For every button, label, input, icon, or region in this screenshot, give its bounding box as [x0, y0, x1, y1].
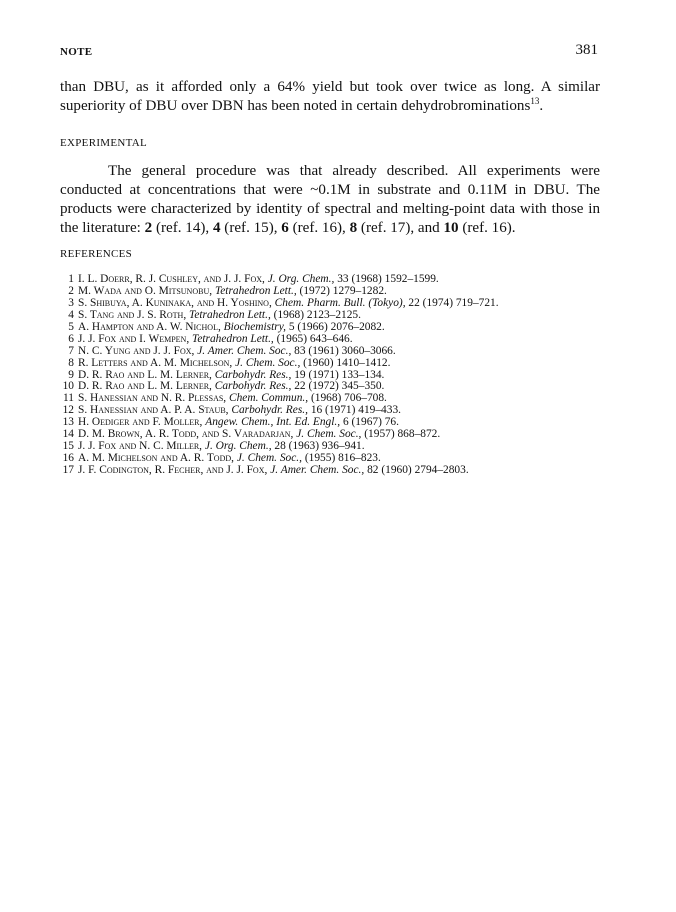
compound-number: 6	[281, 220, 289, 236]
section-heading-references: REFERENCES	[60, 248, 133, 260]
reference-details: (1968) 2123–2125.	[273, 308, 361, 321]
reference-number: 8	[68, 356, 74, 369]
reference-details: 22 (1972) 345–350.	[294, 380, 385, 393]
reference-journal: Biochemistry,	[223, 320, 286, 333]
reference-journal: Carbohydr. Res.,	[214, 380, 292, 393]
ref-text: (ref. 16).	[458, 220, 516, 236]
compound-number: 2	[144, 220, 153, 236]
reference-number: 1	[68, 273, 74, 285]
citation-superscript: 13	[530, 96, 540, 106]
reference-number: 14	[62, 428, 74, 441]
reference-journal: Tetrahedron Lett.,	[192, 332, 274, 345]
reference-authors: S. Shibuya, A. Kuninaka, and H. Yoshino,	[78, 296, 272, 309]
reference-details: (1965) 643–646.	[276, 332, 353, 345]
section-heading-experimental: EXPERIMENTAL	[60, 137, 148, 149]
reference-details: 82 (1960) 2794–2803.	[367, 464, 469, 476]
reference-authors: D. R. Rao and L. M. Lerner,	[78, 380, 212, 393]
reference-details: 5 (1966) 2076–2082.	[288, 320, 385, 333]
compound-number: 8	[349, 220, 358, 236]
reference-authors: J. J. Fox and I. Wempen,	[78, 332, 190, 345]
paragraph-text: than DBU, as it afforded only a 64% yield but took over twice as long. A similar superiority of DBU over DBN has been noted in certain dehydrobrominations	[60, 79, 600, 114]
reference-journal: Carbohydr. Res.,	[214, 368, 292, 381]
reference-authors: A. Hampton and A. W. Nichol,	[78, 320, 221, 333]
reference-authors: A. M. Michelson and A. R. Todd,	[78, 452, 234, 465]
reference-authors: D. R. Rao and L. M. Lerner,	[78, 368, 212, 381]
experimental-text: The general procedure was that already described. All experiments were conducted at concentrations that were ~0.1M in substrate and 0.11M in DBU. The products were characterized by identity of spectral and melting-point data with those in the literature:	[60, 163, 600, 236]
reference-authors: S. Hanessian and A. P. A. Staub,	[78, 404, 229, 417]
reference-number: 3	[68, 296, 74, 309]
reference-number: 4	[68, 308, 74, 321]
reference-details: 19 (1971) 133–134.	[294, 368, 385, 381]
compound-number: 4	[212, 220, 221, 236]
reference-journal: J. Chem. Soc.,	[236, 452, 303, 465]
ref-text: (ref. 16),	[288, 220, 350, 236]
reference-number: 11	[63, 392, 74, 405]
reference-journal: J. Chem. Soc.,	[235, 356, 301, 369]
reference-details: 83 (1961) 3060–3066.	[294, 344, 396, 357]
reference-details: 33 (1968) 1592–1599.	[337, 273, 439, 285]
reference-details: 28 (1963) 936–941.	[274, 440, 365, 453]
reference-journal: Chem. Pharm. Bull. (Tokyo),	[274, 296, 406, 309]
compound-number: 10	[443, 220, 459, 236]
reference-details: 6 (1967) 76.	[342, 416, 399, 429]
reference-details: (1960) 1410–1412.	[303, 356, 391, 369]
running-head-label: NOTE	[60, 46, 93, 58]
reference-number: 13	[62, 416, 74, 429]
reference-details: (1972) 1279–1282.	[299, 284, 387, 297]
reference-authors: J. F. Codington, R. Fecher, and J. J. Fox,	[78, 464, 268, 476]
reference-number: 12	[62, 404, 74, 417]
reference-authors: I. L. Doerr, R. J. Cushley, and J. J. Fox,	[78, 273, 265, 285]
reference-authors: M. Wada and O. Mitsunobu,	[78, 284, 213, 297]
continuation-paragraph	[60, 78, 600, 116]
reference-journal: J. Org. Chem.,	[204, 440, 272, 453]
page-number: 381	[575, 42, 598, 58]
experimental-paragraph	[60, 162, 600, 238]
reference-item	[62, 465, 622, 477]
running-head	[60, 42, 598, 62]
reference-details: (1957) 868–872.	[364, 428, 441, 441]
reference-number: 10	[62, 380, 74, 393]
reference-journal: J. Chem. Soc.,	[296, 428, 362, 441]
reference-number: 6	[68, 332, 74, 345]
reference-list	[62, 274, 622, 477]
reference-journal: J. Org. Chem.,	[267, 273, 335, 285]
reference-journal: Carbohydr. Res.,	[231, 404, 308, 417]
reference-number: 2	[68, 284, 74, 297]
reference-details: (1968) 706–708.	[310, 392, 387, 405]
reference-authors: S. Hanessian and N. R. Plessas,	[78, 392, 227, 405]
reference-authors: J. J. Fox and N. C. Miller,	[78, 440, 203, 453]
reference-journal: J. Amer. Chem. Soc.,	[270, 464, 365, 476]
reference-journal: J. Amer. Chem. Soc.,	[197, 344, 292, 357]
ref-text: (ref. 17), and	[357, 220, 444, 236]
reference-journal: Chem. Commun.,	[229, 392, 309, 405]
ref-text: (ref. 15),	[220, 220, 282, 236]
reference-details: 16 (1971) 419–433.	[310, 404, 401, 417]
reference-number: 16	[62, 452, 74, 465]
reference-number: 9	[68, 368, 74, 381]
reference-authors: S. Tang and J. S. Roth,	[78, 308, 187, 321]
reference-number: 7	[68, 344, 74, 357]
reference-details: (1955) 816–823.	[304, 452, 381, 465]
reference-number: 17	[62, 464, 74, 476]
paragraph-end: .	[539, 98, 544, 114]
reference-details: 22 (1974) 719–721.	[408, 296, 499, 309]
reference-journal: Tetrahedron Lett.,	[214, 284, 297, 297]
ref-text: (ref. 14),	[152, 220, 213, 236]
reference-authors: R. Letters and A. M. Michelson,	[78, 356, 233, 369]
reference-authors: N. C. Yung and J. J. Fox,	[78, 344, 195, 357]
reference-number: 5	[68, 320, 74, 333]
reference-journal: Angew. Chem., Int. Ed. Engl.,	[205, 416, 341, 429]
reference-number: 15	[62, 440, 74, 453]
reference-authors: H. Oediger and F. Moller,	[78, 416, 203, 429]
reference-journal: Tetrahedron Lett.,	[189, 308, 271, 321]
reference-authors: D. M. Brown, A. R. Todd, and S. Varadarjan,	[78, 428, 294, 441]
